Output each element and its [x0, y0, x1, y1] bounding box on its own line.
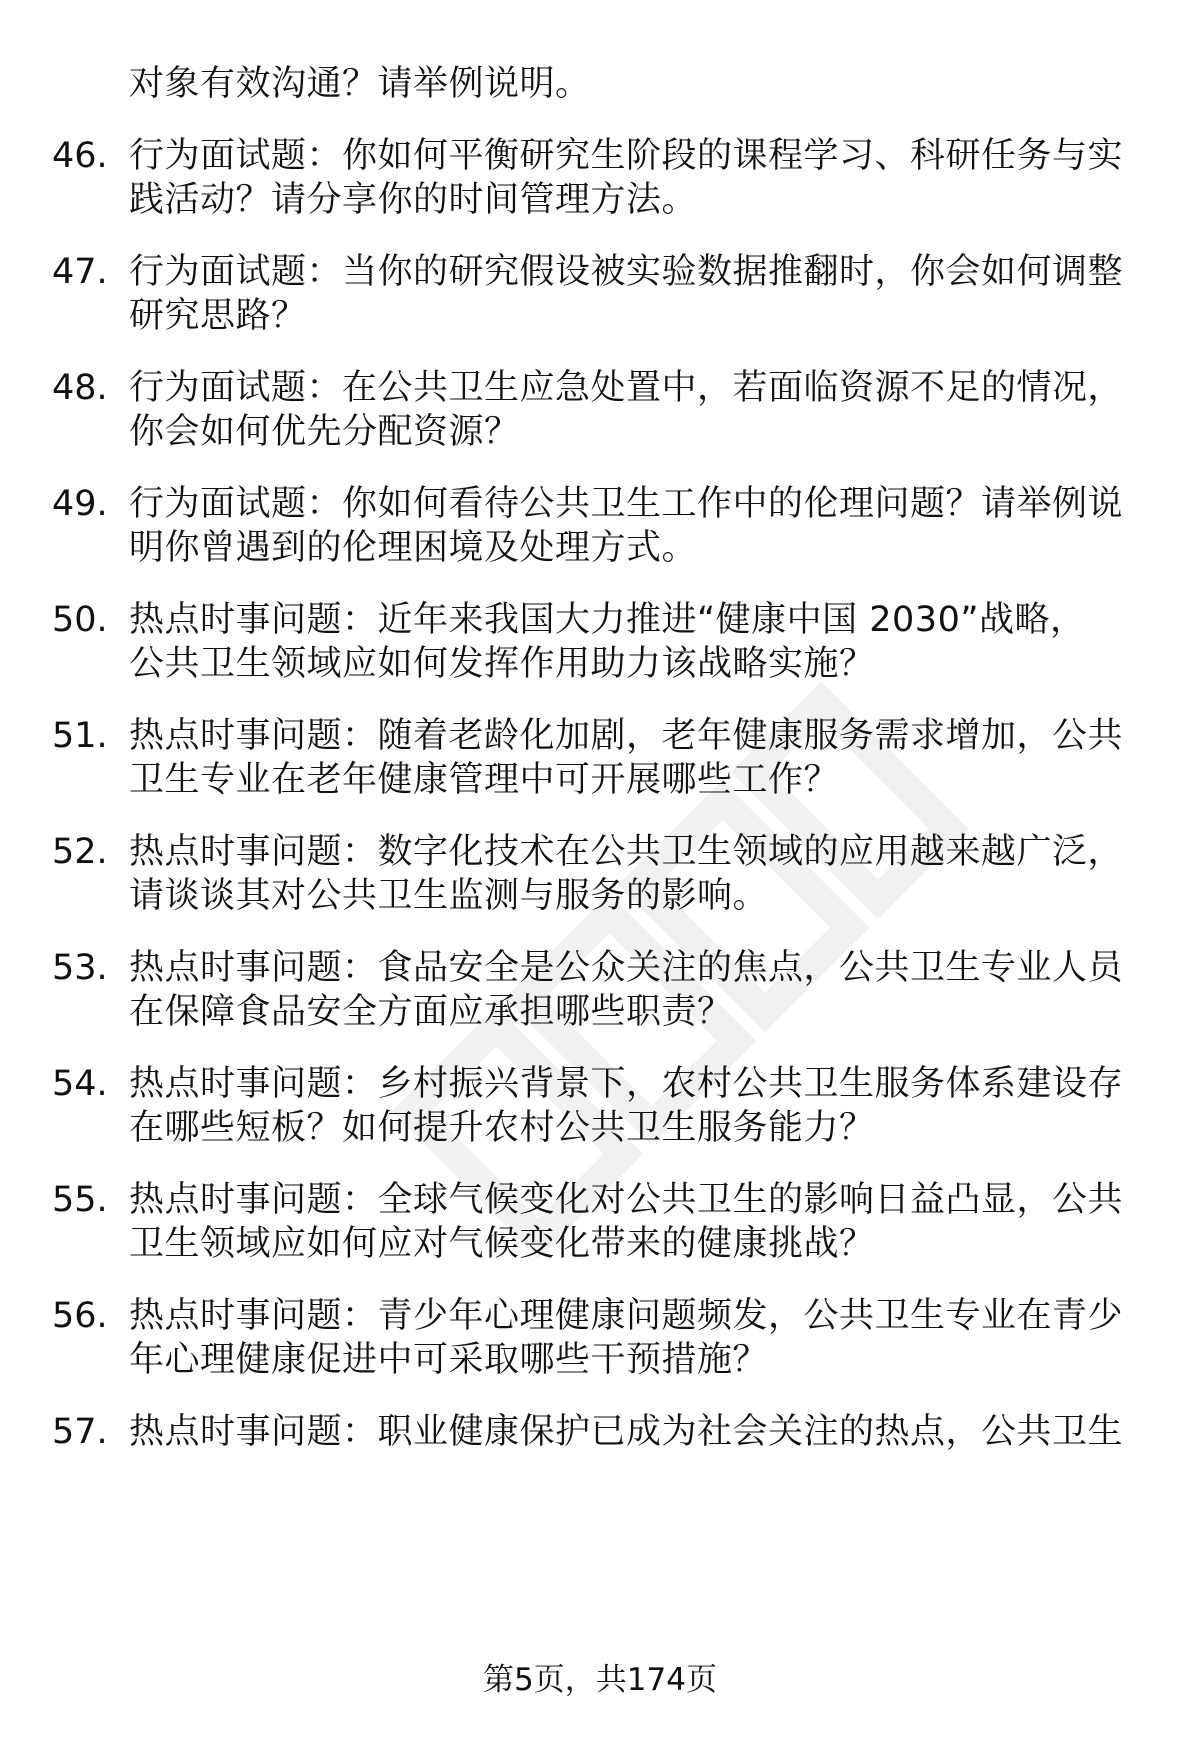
question-number-57: 57. — [52, 1412, 108, 1452]
question-50-line-1: 热点时事问题：近年来我国大力推进“健康中国 2030”战略， — [129, 600, 1086, 640]
question-number-53: 53. — [52, 948, 108, 988]
question-number-55: 55. — [52, 1180, 108, 1220]
question-number-50: 50. — [52, 600, 108, 640]
question-48-line-2: 你会如何优先分配资源？ — [129, 412, 520, 452]
question-49-line-1: 行为面试题：你如何看待公共卫生工作中的伦理问题？请举例说 — [129, 484, 1124, 524]
question-52-line-2: 请谈谈其对公共卫生监测与服务的影响。 — [129, 876, 769, 916]
question-number-49: 49. — [52, 484, 108, 524]
question-number-52: 52. — [52, 832, 108, 872]
question-number-54: 54. — [52, 1064, 108, 1104]
question-number-46: 46. — [52, 136, 108, 176]
question-51-line-1: 热点时事问题：随着老龄化加剧，老年健康服务需求增加，公共 — [129, 716, 1124, 756]
question-49-line-2: 明你曾遇到的伦理困境及处理方式。 — [129, 528, 698, 568]
question-54-line-1: 热点时事问题：乡村振兴背景下，农村公共卫生服务体系建设存 — [129, 1064, 1124, 1104]
question-54-line-2: 在哪些短板？如何提升农村公共卫生服务能力？ — [129, 1108, 875, 1148]
question-48-line-1: 行为面试题：在公共卫生应急处置中，若面临资源不足的情况， — [129, 368, 1124, 408]
question-57-line-1: 热点时事问题：职业健康保护已成为社会关注的热点，公共卫生 — [129, 1412, 1124, 1452]
question-number-51: 51. — [52, 716, 108, 756]
question-46-line-1: 行为面试题：你如何平衡研究生阶段的课程学习、科研任务与实 — [129, 136, 1124, 176]
page-footer: 第5页，共174页 — [483, 1662, 717, 1698]
question-47-line-1: 行为面试题：当你的研究假设被实验数据推翻时，你会如何调整 — [129, 252, 1124, 292]
question-47-line-2: 研究思路？ — [129, 296, 307, 336]
question-number-47: 47. — [52, 252, 108, 292]
question-46-line-2: 践活动？请分享你的时间管理方法。 — [129, 180, 698, 220]
question-53-line-2: 在保障食品安全方面应承担哪些职责？ — [129, 992, 733, 1032]
question-55-line-1: 热点时事问题：全球气候变化对公共卫生的影响日益凸显，公共 — [129, 1180, 1124, 1220]
question-50-line-2: 公共卫生领域应如何发挥作用助力该战略实施？ — [129, 644, 875, 684]
question-56-line-2: 年心理健康促进中可采取哪些干预措施？ — [129, 1340, 769, 1380]
question-number-56: 56. — [52, 1296, 108, 1336]
question-56-line-1: 热点时事问题：青少年心理健康问题频发，公共卫生专业在青少 — [129, 1296, 1124, 1336]
question-52-line-1: 热点时事问题：数字化技术在公共卫生领域的应用越来越广泛， — [129, 832, 1124, 872]
question-45-continuation: 对象有效沟通？请举例说明。 — [129, 64, 591, 104]
question-number-48: 48. — [52, 368, 108, 408]
question-53-line-1: 热点时事问题：食品安全是公众关注的焦点，公共卫生专业人员 — [129, 948, 1124, 988]
question-55-line-2: 卫生领域应如何应对气候变化带来的健康挑战？ — [129, 1224, 875, 1264]
question-51-line-2: 卫生专业在老年健康管理中可开展哪些工作？ — [129, 760, 840, 800]
